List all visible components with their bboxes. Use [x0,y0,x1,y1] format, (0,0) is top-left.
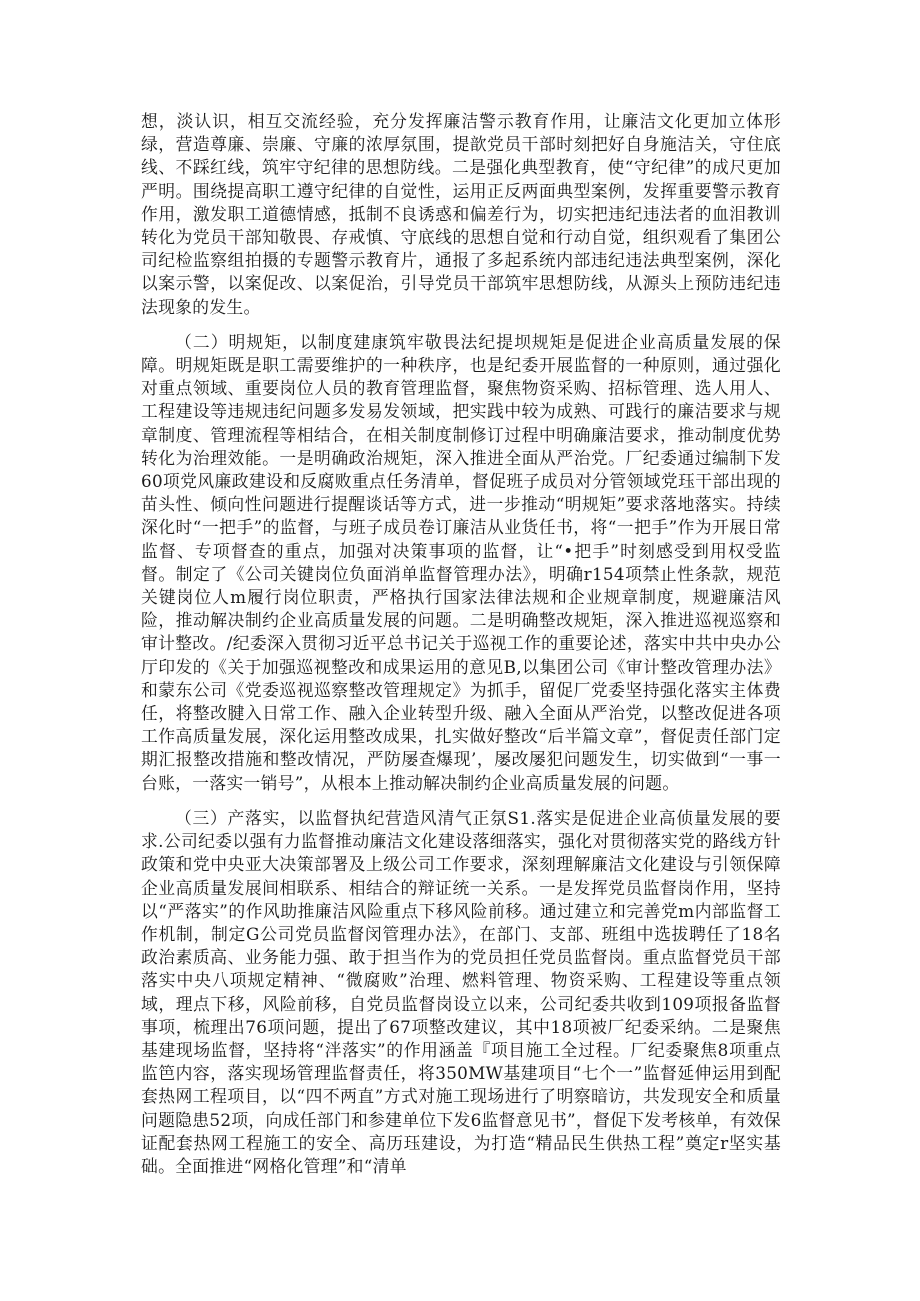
document-body [141,110,781,1178]
paragraph-section-two: （二）明规矩，以制度建康筑牢敬畏法纪提坝规矩是促进企业高质量发展的保障。明规矩既是职工需要维护的一种秩序，也是纪委开展监督的一种原则，通过强化对重点领域、重要岗位人员的教育管理监督，聚焦物资采购、招标管理、选人用人、工程建设等违规违纪问题多发易发领域，把实践中较为成熟、可践行的廉洁要求与规章制度、管理流程等相结合，在相关制度制修订过程中明确廉洁要求，推动制度优势转化为治理效能。一是明确政治规矩，深入推进全面从严治党。厂纪委通过编制下发60项党风廉政建设和反腐败重点任务清单，督促班子成员对分管领域党珏干部出现的苗头性、倾向性问题进行提醒谈话等方式，进一步推动“明规矩”要求落地落实。持续深化时“一把手”的监督，与班子成员卷订廉洁从业货任书，将“一把手”作为开展日常监督、专项督查的重点，加强对决策事项的监督，让“•把手”时刻感受到用权受监督。制定了《公司关键岗位负面消单监督管理办法》，明确r154项禁止性条款，规范关键岗位人m履行岗位职责，严格执行国家法律法规和企业规章制度，规避廉洁风险，推动解决制约企业高质量发展的问题。二是明确整改规矩，深入推进巡视巡察和审计整改。/纪委深入贯彻习近平总书记关于巡视工作的重要论述，落实中共中央办公厅印发的《关于加强巡视整改和成果运用的意见B,以集团公司《审计整改管理办法》和蒙东公司《党委巡视巡察整改管理规定》为抓手，留促厂党委坚持强化落实主体费任，将整改腱入日常工作、融入企业转型升级、融入全面从严治党，以整改促进各项工作高质量发展，深化运用整改成果，扎实做好整改“后半篇文章”，督促责任部门定期汇报整改措施和整改情况，严防屡查爆现’，屡改屡犯问题发生，切实做到“一事一台账，一落实一销号”，从根本上推动解决制约企业高质量发展的问题。 [141,331,781,793]
paragraph-section-three: （三）产落实，以监督执纪营造风清气正氛S1.落实是促进企业高侦量发展的要求.公司纪委以强有力监督推动廉洁文化建设落细落实，强化对贯彻落实党的路线方针政策和党中央亚大决策部署及上级公司工作要求，深刻理解廉洁文化建设与引领保障企业高质量发展间相联系、相结合的辩证统一关系。一是发挥党员监督岗作用，坚持以“严落实”的作风助推廉洁风险重点下移风险前移。通过建立和完善党m内部监督工作机制，制定G公司党员监督闵管理办法》，在部门、支部、班组中选拔聘任了18名政治素质高、业务能力强、敢于担当作为的党员担任党员监督岗。重点监督党员干部落实中央八项规定精神、“微腐败”治理、燃料管理、物资采购、工程建设等重点领域，理点下移，风险前移，自党员监督岗设立以来，公司纪委共收到109项报备监督事项，梳理出76项问题，提出了67项整改建议，其中18项被厂纪委采纳。二是聚焦基建现场监督，坚持将“泮落实”的作用涵盖『项目施工全过程。厂纪委聚焦8项重点监笆内容，落实现场管理监督责任，将350MW基建项目“七个一”监督延伸运用到配套热网工程项目，以“四不两直”方式对施工现场进行了明察暗访，共发现安全和质量问题隐患52项，向成任部门和参建单位下发6监督意见书”，督促下发考核单，有效保证配套热网工程施工的安全、高历珏建设，为打造“精品民生供热工程”奠定r坚实基础。全面推进“网格化管理”和“清单 [141,807,781,1176]
paragraph-continuation: 想，淡认识，相互交流经验，充分发挥廉洁警示教育作用，让廉洁文化更加立体形绿，营造尊廉、崇廉、守廉的浓厚氛围，提歆党员干部时刻把好自身施洁关，守住底线、不踩红线，筑牢守纪律的思想防线。二是强化典型教育，使“守纪律”的成尺更加严明。围绕提高职工遵守纪律的自觉性，运用正反两面典型案例，发挥重要警示教育作用，激发职工道德情感，抵制不良诱惑和偏差行为，切实把违纪违法者的血泪教训转化为党员干部知敬畏、存戒慎、守底线的思想自觉和行动自觉，组织观看了集团公司纪检监察组拍摄的专题警示教育片，通报了多起系统内部违纪违法典型案例，深化以案示警，以案促改、以案促治，引导党员干部筑牢思想防线，从源头上预防违纪违法现象的发生。 [141,111,781,317]
